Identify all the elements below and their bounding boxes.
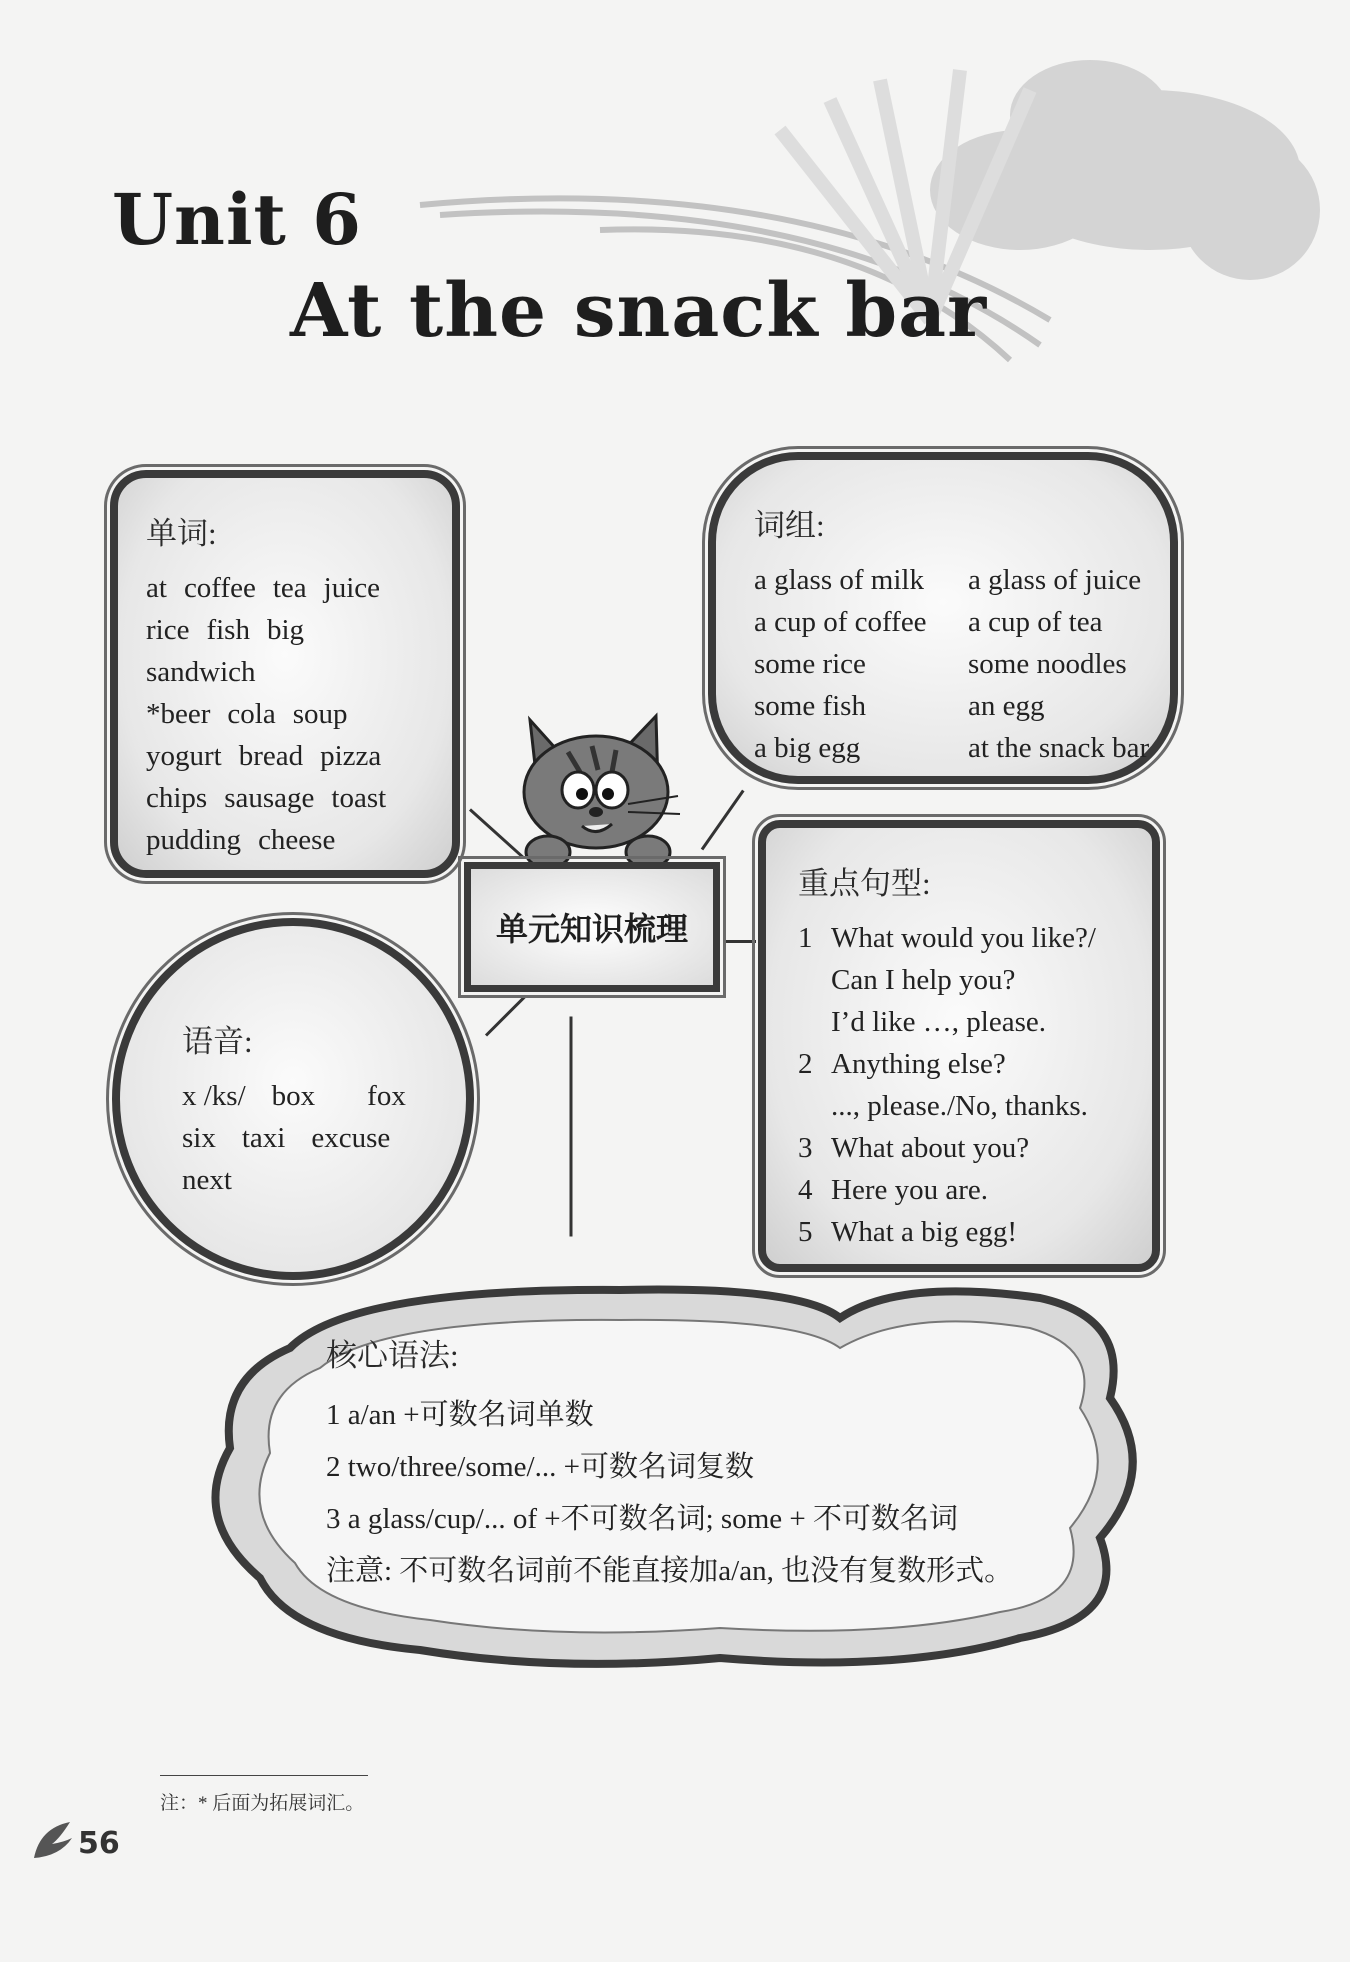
list-item: six taxi excuse	[182, 1122, 391, 1154]
unit-title: At the snack bar	[290, 268, 988, 354]
list-item: a cup of coffee a cup of tea	[754, 606, 1103, 638]
footnote-divider	[160, 1775, 368, 1776]
list-item: a glass of milk a glass of juice	[754, 564, 1142, 596]
list-item: 1 a/an +可数名词单数	[326, 1399, 594, 1431]
page-number: 56	[78, 1826, 120, 1861]
list-item: *beer cola soup	[146, 698, 348, 730]
list-item: pudding cheese	[146, 824, 336, 856]
list-item: I’d like …, please.	[831, 1006, 1047, 1038]
list-item: 3 a glass/cup/... of +不可数名词; some + 不可数名词	[326, 1503, 958, 1535]
unit-number: Unit 6	[112, 178, 362, 261]
leaf-icon	[30, 1818, 76, 1862]
phonics-list	[182, 1075, 466, 1201]
list-item: 2 Anything else?	[798, 1048, 1006, 1080]
list-item: some rice some noodles	[754, 648, 1127, 680]
sentences-list	[798, 917, 1152, 1253]
list-item: ..., please./No, thanks.	[831, 1090, 1088, 1122]
cat-mascot-illustration	[508, 712, 698, 872]
list-item: 5 What a big egg!	[798, 1216, 1018, 1248]
list-item: 2 two/three/some/... +可数名词复数	[326, 1451, 754, 1483]
sentences-box	[758, 820, 1160, 1272]
list-item: 1 What would you like?/	[798, 922, 1096, 954]
list-item: 4 Here you are.	[798, 1174, 988, 1206]
footnote: 注：* 后面为拓展词汇。	[160, 1793, 365, 1814]
phrases-box	[708, 452, 1178, 784]
words-title: 单词:	[146, 516, 217, 551]
words-box	[110, 470, 460, 878]
phonics-title: 语音:	[182, 1024, 253, 1059]
phrases-list	[754, 559, 1170, 769]
grammar-list	[326, 1389, 1013, 1597]
list-item: next	[182, 1164, 232, 1196]
list-item: 注意: 不可数名词前不能直接加a/an, 也没有复数形式。	[326, 1555, 1014, 1587]
list-item: Can I help you?	[831, 964, 1016, 996]
sentences-title: 重点句型:	[798, 866, 931, 901]
connector-line	[726, 940, 756, 943]
list-item: yogurt bread pizza	[146, 740, 382, 772]
list-item: at coffee tea juice	[146, 572, 381, 604]
grammar-title: 核心语法:	[326, 1338, 459, 1373]
list-item: rice fish big	[146, 614, 305, 646]
list-item: x /ks/ box fox	[182, 1080, 406, 1112]
phonics-box	[112, 918, 474, 1280]
list-item: 3 What about you?	[798, 1132, 1030, 1164]
phrases-title: 词组:	[754, 508, 825, 543]
connector-line	[570, 1017, 573, 1237]
list-item: some fish an egg	[754, 690, 1045, 722]
list-item: sandwich	[146, 656, 256, 688]
words-list	[146, 567, 452, 861]
list-item: chips sausage toast	[146, 782, 387, 814]
center-label: 单元知识梳理	[464, 862, 720, 992]
connector-line	[701, 790, 745, 851]
list-item: a big egg at the snack bar	[754, 732, 1150, 764]
grammar-box	[326, 1330, 1013, 1597]
connector-line	[485, 995, 527, 1037]
